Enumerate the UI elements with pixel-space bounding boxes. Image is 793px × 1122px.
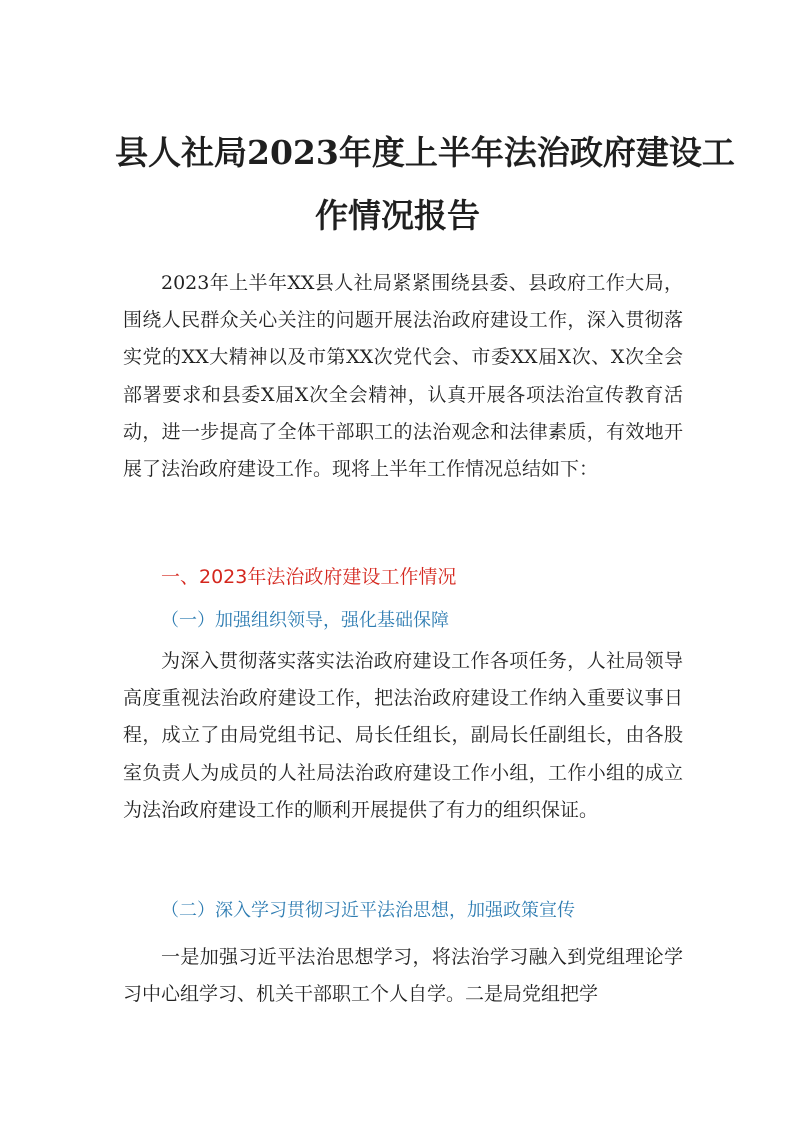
intro-paragraph-block (123, 265, 683, 488)
subsection-2-paragraph-block (123, 939, 683, 1013)
subsection-1-heading: （一）加强组织领导，强化基础保障 (161, 610, 449, 631)
intro-paragraph: 2023年上半年XX县人社局紧紧围绕县委、县政府工作大局，围绕人民群众关心关注的问题开展法治政府建设工作，深入贯彻落实党的XX大精神以及市第XX次党代会、市委XX届X次、X次全会部署要求和县委X届X次全会精神，认真开展各项法治宣传教育活动，进一步提高了全体干部职工的法治观念和法律素质，有效地开展了法治政府建设工作。现将上半年工作情况总结如下： (123, 272, 683, 481)
subsection-1-paragraph-block (123, 643, 683, 829)
document-title-line-2: 作情况报告 (315, 196, 480, 235)
subsection-1-paragraph: 为深入贯彻落实落实法治政府建设工作各项任务，人社局领导高度重视法治政府建设工作，把法治政府建设工作纳入重要议事日程，成立了由局党组书记、局长任组长，副局长任副组长，由各股室负责人为成员的人社局法治政府建设工作小组，工作小组的成立为法治政府建设工作的顺利开展提供了有力的组织保证。 (123, 650, 683, 821)
subsection-2-heading: （二）深入学习贯彻习近平法治思想，加强政策宣传 (161, 900, 575, 921)
subsection-2-paragraph: 一是加强习近平法治思想学习，将法治学习融入到党组理论学习中心组学习、机关干部职工个人自学。二是局党组把学 (123, 946, 683, 1006)
document-title-line-1: 县人社局2023年度上半年法治政府建设工 (115, 133, 735, 172)
section-1-heading: 一、2023年法治政府建设工作情况 (161, 566, 457, 588)
